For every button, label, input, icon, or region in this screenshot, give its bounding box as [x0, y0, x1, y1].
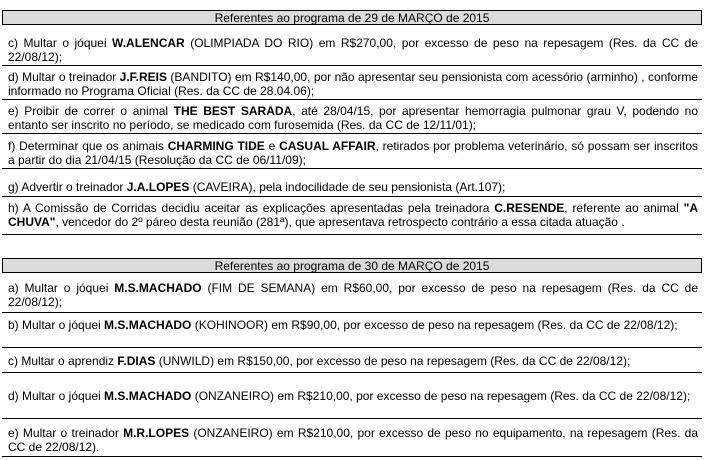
list-item: c) Multar o jóquei W.ALENCAR (OLIMPIADA DO RIO) em R$270,00, por excesso de peso na repesagem (Res. da CC de 22/08/12);	[8, 36, 699, 64]
list-item: c) Multar o aprendiz F.DIAS (UNWILD) em R$150,00, por excesso de peso na repesagem (Res. da CC de 22/08/12);	[8, 354, 631, 368]
list-item: g) Advertir o treinador J.A.LOPES (CAVEIRA), pela indocilidade de seu pensionista (Art.107);	[8, 180, 506, 194]
divider	[2, 418, 702, 419]
list-item: a) Multar o jóquei M.S.MACHADO (FIM DE SEMANA) em R$60,00, por excesso de peso na repesagem (Res. da CC de 22/08/12);	[8, 281, 699, 309]
section-header: Referentes ao programa de 30 de MARÇO de 2015	[2, 258, 702, 273]
list-item: d) Multar o jóquei M.S.MACHADO (ONZANEIRO) em R$210,00, por excesso de peso na repesagem (Res. da CC de 22/08/12);	[8, 389, 691, 403]
divider	[2, 196, 702, 197]
list-item: d) Multar o treinador J.F.REIS (BANDITO) em R$140,00, por não apresentar seu pensionista com acessório (arminho) , conforme informado no Programa Oficial (Res. da CC de 28.04.06);	[8, 70, 698, 98]
divider	[2, 133, 702, 134]
divider	[2, 99, 702, 100]
divider	[2, 312, 702, 313]
divider	[2, 347, 702, 348]
list-item: e) Multar o treinador M.R.LOPES (ONZANEIRO) em R$210,00, por excesso de peso no equipamento, na repesagem (Res. da CC de 22/08/12).	[8, 426, 698, 454]
list-item: e) Proibir de correr o animal THE BEST SARADA, até 28/04/15, por apresentar hemorragia pulmonar grau V, podendo no entanto ser inscrito no período, se medicado com furosemida (Res. da CC de 12/11/01);	[8, 104, 699, 132]
divider	[2, 456, 702, 457]
section-header: Referentes ao programa de 29 de MARÇO de 2015	[2, 10, 702, 25]
list-item: f) Determinar que os animais CHARMING TIDE e CASUAL AFFAIR, retirados por problema veterinário, só possam ser inscritos a partir do dia 21/04/15 (Resolução da CC de 06/11/09);	[8, 139, 699, 167]
list-item: h) A Comissão de Corridas decidiu aceitar as explicações apresentadas pela treinadora C.RESENDE, referente ao animal "A CHUVA", vencedor do 2º páreo desta reunião (281ª), que apresentava retrospecto contrário a essa citada atuação .	[8, 201, 698, 229]
divider	[2, 372, 702, 373]
divider	[2, 234, 702, 235]
list-item: b) Multar o jóquei M.S.MACHADO (KOHINOOR) em R$90,00, por excesso de peso na repesagem (Res. da CC de 22/08/12);	[8, 318, 678, 332]
divider	[2, 168, 702, 169]
divider	[2, 65, 702, 66]
